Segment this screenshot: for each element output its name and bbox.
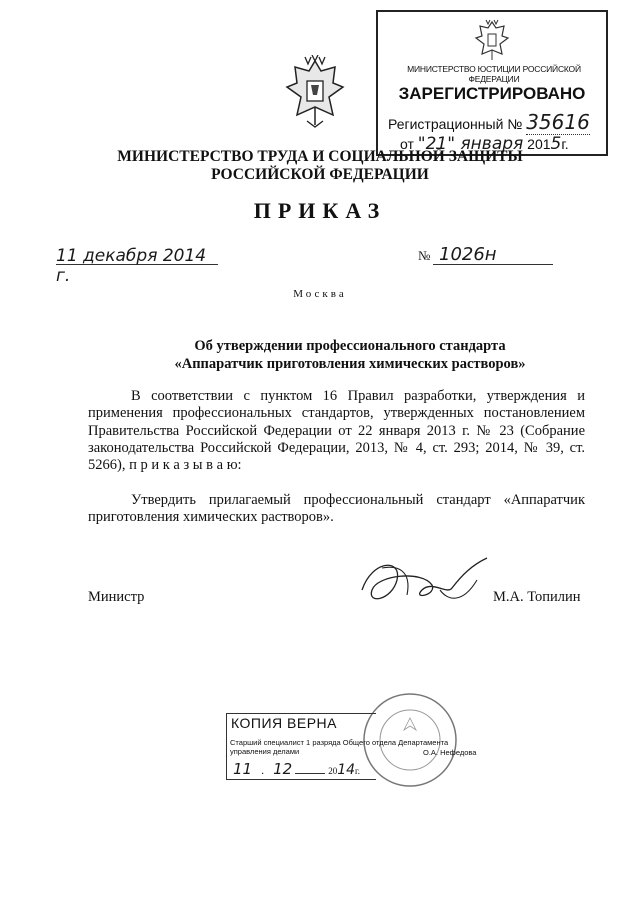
subject-line-1: Об утверждении профессионального стандарта	[194, 338, 506, 354]
copy-stamp-position-line-2: управления делами	[230, 747, 300, 756]
subject-line-2: «Аппаратчик приготовления химических растворов»	[174, 356, 526, 372]
stamp-date-prefix: от	[400, 136, 414, 152]
copy-stamp	[226, 713, 477, 780]
ministry-line-1: МИНИСТЕРСТВО ТРУДА И СОЦИАЛЬНОЙ ЗАЩИТЫ	[117, 148, 523, 165]
stamp-title: ЗАРЕГИСТРИРОВАНО	[398, 84, 586, 103]
copy-date-day: 11	[233, 760, 253, 778]
ministry-title	[100, 148, 540, 184]
copy-stamp-position-line-1: Старший специалист 1 разряда Общего отдела Департамента	[230, 738, 449, 747]
signatory-position: Министр	[88, 589, 145, 605]
copy-year-prefix: 20	[328, 766, 338, 776]
stamp-number-label: Регистрационный №	[388, 116, 523, 132]
copy-year-suffix: 14	[337, 762, 356, 778]
document-number	[433, 244, 553, 265]
copy-year-end: г.	[355, 766, 360, 776]
document-kind: ПРИКАЗ	[253, 198, 387, 223]
stamp-date-value: "21" января	[417, 134, 524, 154]
document-date-value: 11 декабря 2014 г.	[56, 246, 207, 286]
ministry-line-2: РОССИЙСКОЙ ФЕДЕРАЦИИ	[211, 166, 429, 183]
coat-of-arms-icon	[474, 18, 510, 62]
copy-date-month: 12	[273, 760, 293, 778]
stamp-year-end: г.	[561, 136, 569, 152]
body-paragraph-1: В соответствии с пунктом 16 Правил разработки, утверждения и применения профессиональных стандартов, утвержденных постановлением Правительства Российской Федерации от 22 января 2013 г. № 23 (Собрание законодательства Российской Федерации, 2013, № 4, ст. 293; 2014, № 39, ст. 5266), п р и к а з ы в а ю:	[88, 388, 585, 474]
signatory-name: М.А. Топилин	[493, 589, 581, 605]
stamp-number-row	[388, 110, 590, 134]
signature-mark	[352, 550, 502, 620]
document-number-label: №	[418, 248, 431, 263]
city: Москва	[293, 288, 347, 300]
stamp-year-prefix: 201	[527, 136, 551, 152]
document-date	[56, 246, 218, 286]
subject-heading	[140, 337, 560, 373]
coat-of-arms-icon	[283, 55, 347, 129]
copy-stamp-signer: О.А. Нефедова	[423, 748, 477, 757]
document-number-value: 1026н	[439, 244, 497, 265]
stamp-number-value: 35616	[526, 110, 590, 134]
body-paragraph-2: Утвердить прилагаемый профессиональный стандарт «Аппаратчик приготовления химических растворов».	[88, 492, 585, 526]
copy-stamp-position	[230, 738, 530, 756]
stamp-ministry: МИНИСТЕРСТВО ЮСТИЦИИ РОССИЙСКОЙ ФЕДЕРАЦИИ	[407, 64, 581, 84]
copy-stamp-date: 11 . 12 2014г.	[233, 760, 360, 778]
registration-stamp	[376, 10, 608, 156]
stamp-year-suffix: 5	[550, 134, 562, 154]
copy-stamp-title: КОПИЯ ВЕРНА	[231, 715, 337, 731]
